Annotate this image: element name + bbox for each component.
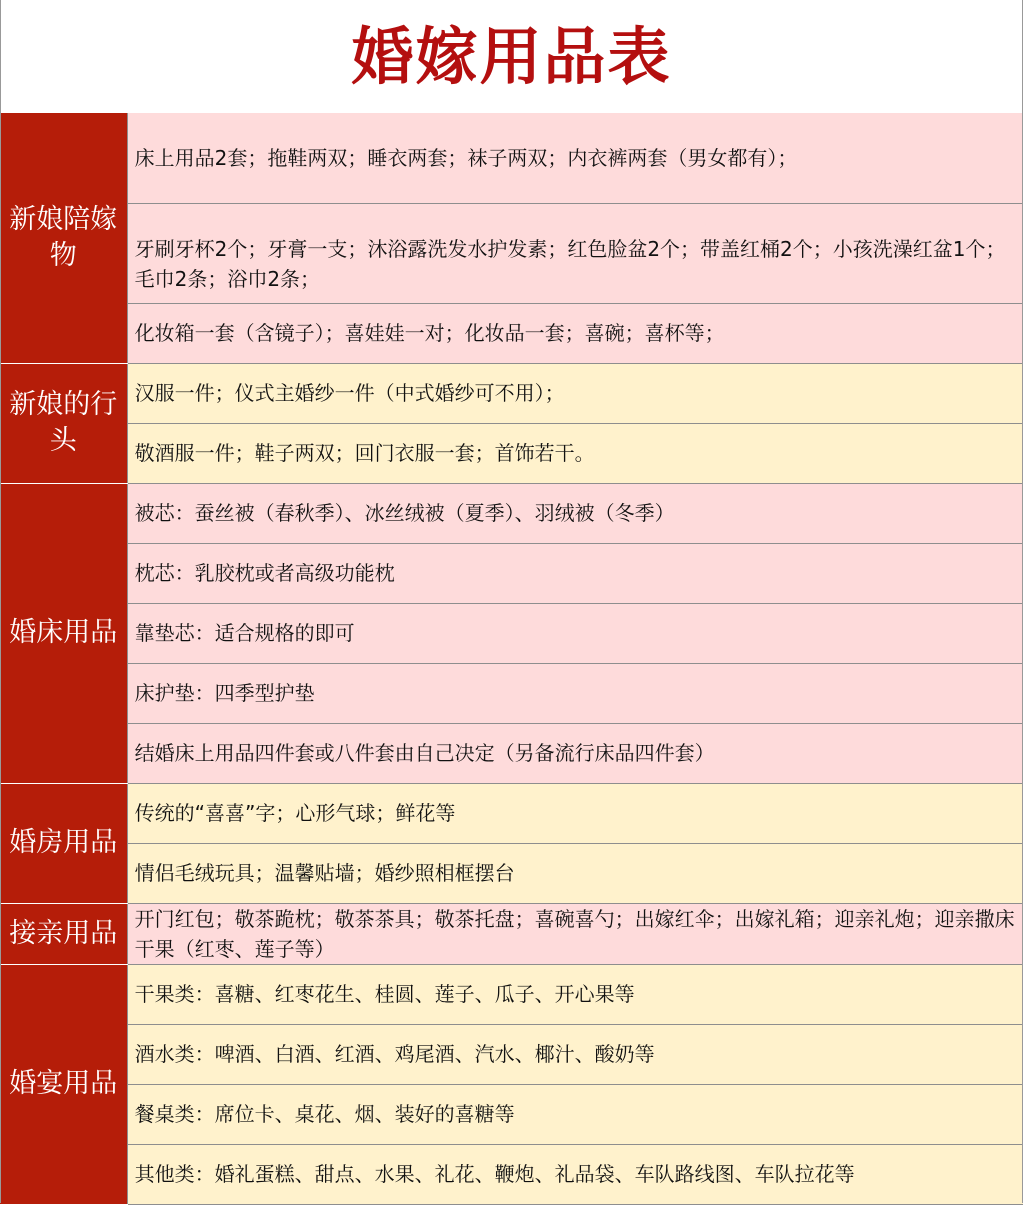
table-row — [0, 1084, 1023, 1144]
table-row — [0, 964, 1023, 1024]
table-row — [0, 663, 1023, 723]
category-cell: 接亲用品 — [0, 903, 127, 964]
item-cell: 牙刷牙杯2个；牙膏一支；沐浴露洗发水护发素；红色脸盆2个；带盖红桶2个；小孩洗澡红盆1个；毛巾2条；浴巾2条； — [127, 203, 1023, 303]
item-cell: 靠垫芯：适合规格的即可 — [127, 603, 1023, 663]
table-row — [0, 543, 1023, 603]
item-cell: 被芯：蚕丝被（春秋季）、冰丝绒被（夏季）、羽绒被（冬季） — [127, 483, 1023, 543]
item-cell: 床上用品2套；拖鞋两双；睡衣两套；袜子两双；内衣裤两套（男女都有）； — [127, 113, 1023, 203]
page-title: 婚嫁用品表 — [351, 20, 672, 93]
table-row — [0, 723, 1023, 783]
item-cell: 干果类：喜糖、红枣花生、桂圆、莲子、瓜子、开心果等 — [127, 964, 1023, 1024]
table-row — [0, 423, 1023, 483]
table-row — [0, 303, 1023, 363]
table-row — [0, 1144, 1023, 1204]
item-cell: 枕芯：乳胶枕或者高级功能枕 — [127, 543, 1023, 603]
table-row — [0, 903, 1023, 964]
table-row — [0, 1024, 1023, 1084]
item-cell: 其他类：婚礼蛋糕、甜点、水果、礼花、鞭炮、礼品袋、车队路线图、车队拉花等 — [127, 1144, 1023, 1204]
item-cell: 酒水类：啤酒、白酒、红酒、鸡尾酒、汽水、椰汁、酸奶等 — [127, 1024, 1023, 1084]
item-cell: 床护垫：四季型护垫 — [127, 663, 1023, 723]
item-cell: 情侣毛绒玩具；温馨贴墙；婚纱照相框摆台 — [127, 843, 1023, 903]
table-row — [0, 203, 1023, 303]
category-cell: 新娘陪嫁物 — [0, 113, 127, 363]
item-cell: 餐桌类：席位卡、桌花、烟、装好的喜糖等 — [127, 1084, 1023, 1144]
table-row — [0, 603, 1023, 663]
table-row — [0, 113, 1023, 203]
category-cell: 婚宴用品 — [0, 964, 127, 1204]
item-cell: 汉服一件；仪式主婚纱一件（中式婚纱可不用）； — [127, 363, 1023, 423]
category-cell: 新娘的行头 — [0, 363, 127, 483]
table-row — [0, 843, 1023, 903]
supplies-table — [0, 113, 1023, 1205]
item-cell: 传统的“喜喜”字；心形气球；鲜花等 — [127, 783, 1023, 843]
left-border — [0, 0, 1, 1203]
item-cell: 化妆箱一套（含镜子）；喜娃娃一对；化妆品一套；喜碗；喜杯等； — [127, 303, 1023, 363]
table-row — [0, 783, 1023, 843]
item-cell: 开门红包；敬茶跪枕；敬茶茶具；敬茶托盘；喜碗喜勺；出嫁红伞；出嫁礼箱；迎亲礼炮；迎亲撒床干果（红枣、莲子等） — [127, 903, 1023, 964]
category-cell: 婚床用品 — [0, 483, 127, 783]
table-row — [0, 483, 1023, 543]
category-cell: 婚房用品 — [0, 783, 127, 903]
item-cell: 结婚床上用品四件套或八件套由自己决定（另备流行床品四件套） — [127, 723, 1023, 783]
item-cell: 敬酒服一件；鞋子两双；回门衣服一套；首饰若干。 — [127, 423, 1023, 483]
supplies-table-body — [0, 113, 1023, 1204]
table-row — [0, 363, 1023, 423]
